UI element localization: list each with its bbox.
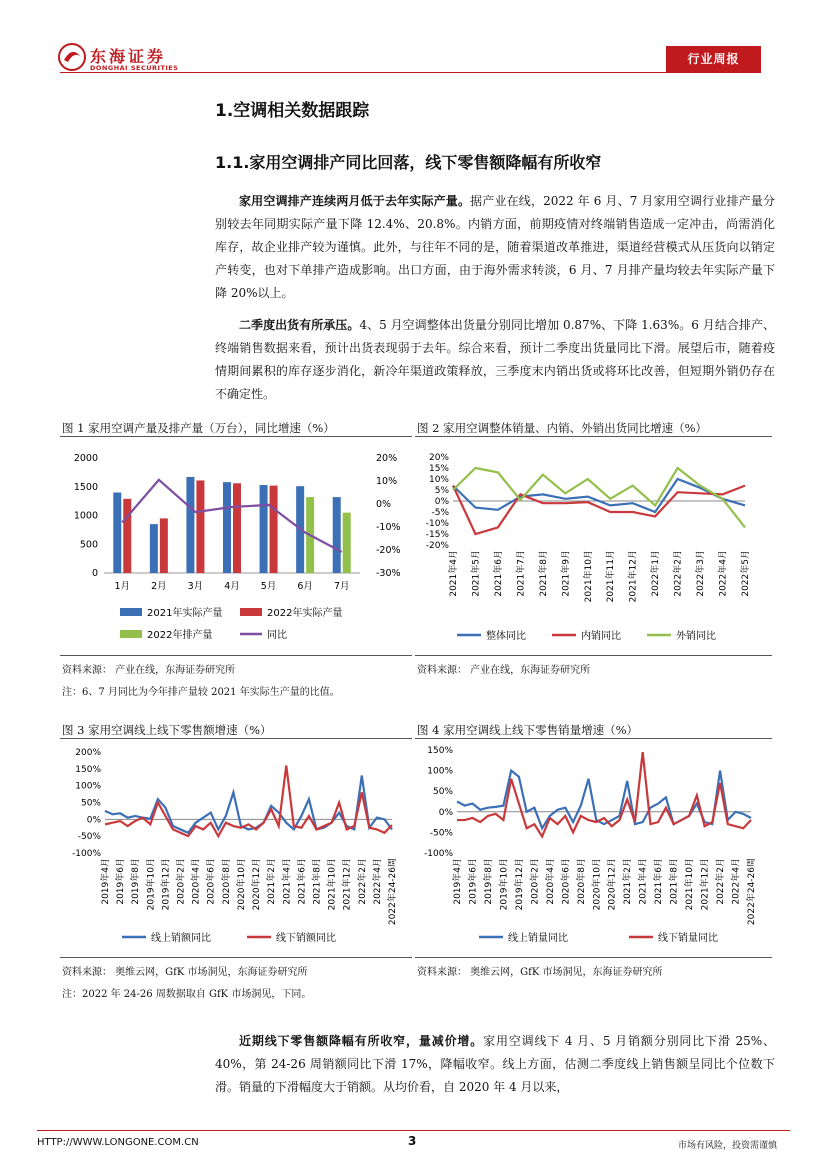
section-heading: 1.空调相关数据跟踪 bbox=[215, 101, 370, 121]
y-tick-label: 100% bbox=[427, 766, 453, 777]
paragraph-3-body: 家用空调线下 4 月、5 月销额分别同比下滑 25%、40%，第 24-26 周销额同比下滑 17%，降幅收窄。线上方面，估测二季度线上销售额呈同比个位数下滑。销量的下滑幅度大于销额。从均价看，自 2020 年 4 月以来， bbox=[215, 1034, 775, 1094]
bar-2021年实际产量 bbox=[333, 497, 341, 573]
x-tick-label: 2022年24-26周 bbox=[388, 858, 398, 926]
x-tick-label: 2021年8月 bbox=[538, 550, 549, 597]
x-tick-label: 2019年8月 bbox=[483, 858, 494, 905]
x-tick-label: 2021年12月 bbox=[342, 858, 353, 911]
bar-2022年实际产量 bbox=[233, 483, 241, 573]
paragraph-2-lead: 二季度出货有所承压。 bbox=[239, 318, 360, 332]
figure-4-source: 资料来源： 奥维云网，GfK 市场洞见，东海证券研究所 bbox=[417, 967, 663, 978]
x-tick-label: 2019年8月 bbox=[131, 858, 142, 905]
x-tick-label: 6月 bbox=[297, 581, 313, 592]
paragraph-2-body: 4、5 月空调整体出货量分别同比增加 0.87%、下降 1.63%。6 月结合排产、终端销售数据来看，预计出货表现弱于去年。综合来看，预计二季度出货量同比下滑。展望后市，随着疫情期间累积的库存逐步消化，新冷年渠道政策释放，三季度末内销出货或将环比改善，但短期外销仍存在不确定性。 bbox=[215, 318, 775, 401]
header-divider bbox=[60, 72, 761, 73]
legend-label: 2021年实际产量 bbox=[147, 608, 223, 619]
bar-2022年实际产量 bbox=[123, 499, 131, 573]
bar-2022年实际产量 bbox=[196, 480, 204, 573]
figure-4-chart bbox=[415, 740, 772, 956]
x-tick-label: 2019年10月 bbox=[146, 858, 157, 911]
x-tick-label: 2022年24-26周 bbox=[747, 858, 757, 926]
legend-swatch-2021年实际产量 bbox=[120, 608, 142, 616]
y-tick-label: -100% bbox=[424, 849, 453, 859]
bar-2022年排产量 bbox=[343, 513, 351, 573]
x-tick-label: 2021年10月 bbox=[327, 858, 338, 911]
x-tick-label: 2020年10月 bbox=[236, 858, 247, 911]
figure-1-note: 注：6、7 月同比为今年排产量较 2021 年实际生产量的比值。 bbox=[62, 687, 340, 698]
x-tick-label: 2022年2月 bbox=[357, 858, 368, 905]
x-tick-label: 2019年12月 bbox=[161, 858, 172, 911]
x-tick-label: 2021年9月 bbox=[561, 550, 572, 597]
x-tick-label: 7月 bbox=[333, 581, 350, 592]
y-tick-label: 1000 bbox=[73, 510, 98, 522]
legend-label: 线上销量同比 bbox=[508, 933, 568, 944]
x-tick-label: 2021年12月 bbox=[628, 550, 639, 603]
series-line-线下销额同比 bbox=[105, 765, 392, 836]
y2-tick-label: -10% bbox=[376, 522, 401, 533]
x-tick-label: 2022年4月 bbox=[372, 858, 383, 905]
y-tick-label: 0% bbox=[434, 497, 449, 507]
bar-2021年实际产量 bbox=[186, 477, 194, 573]
x-tick-label: 2020年8月 bbox=[221, 858, 232, 905]
figure-3-note: 注：2022 年 24-26 周数据取自 GfK 市场洞见，下同。 bbox=[62, 989, 312, 1000]
x-tick-label: 2021年12月 bbox=[700, 858, 711, 911]
y-tick-label: 100% bbox=[75, 781, 101, 792]
figure-4-bottom-rule bbox=[415, 957, 772, 958]
logo-text-en: DONGHAI SECURITIES bbox=[90, 64, 179, 72]
page-number: 3 bbox=[408, 1134, 417, 1148]
paragraph-3-lead: 近期线下零售额降幅有所收窄，量减价增。 bbox=[239, 1034, 484, 1048]
y-tick-label: 5% bbox=[434, 486, 449, 496]
x-tick-label: 2022年3月 bbox=[696, 550, 707, 597]
figure-4-title: 图 4 家用空调线上线下零售销量增速（%） bbox=[417, 723, 639, 737]
figure-3-title: 图 3 家用空调线上线下零售额增速（%） bbox=[62, 723, 272, 737]
bar-2022年实际产量 bbox=[270, 486, 278, 573]
y-tick-label: -100% bbox=[72, 849, 101, 859]
y-tick-label: 200% bbox=[75, 748, 101, 758]
x-tick-label: 2019年4月 bbox=[453, 858, 463, 905]
y-tick-label: 0 bbox=[91, 568, 98, 579]
bar-2021年实际产量 bbox=[113, 493, 121, 574]
figure-3-bottom-rule bbox=[60, 957, 412, 958]
x-tick-label: 2020年10月 bbox=[592, 858, 603, 911]
x-tick-label: 2019年6月 bbox=[468, 858, 479, 905]
x-tick-label: 2020年2月 bbox=[176, 858, 187, 905]
figure-1-top-rule bbox=[60, 436, 412, 437]
risk-disclaimer: 市场有风险，投资需谨慎 bbox=[678, 1141, 778, 1151]
figure-2-bottom-rule bbox=[415, 655, 772, 656]
x-tick-label: 2019年12月 bbox=[514, 858, 525, 911]
x-tick-label: 2021年8月 bbox=[669, 858, 680, 905]
x-tick-label: 1月 bbox=[114, 581, 131, 592]
x-tick-label: 2019年4月 bbox=[101, 858, 111, 905]
legend-swatch-2022年排产量 bbox=[120, 630, 142, 638]
x-tick-label: 2020年6月 bbox=[206, 858, 217, 905]
x-tick-label: 2022年2月 bbox=[716, 858, 727, 905]
legend-label: 2022年实际产量 bbox=[267, 608, 343, 619]
x-tick-label: 2019年10月 bbox=[499, 858, 510, 911]
legend-label: 线下销量同比 bbox=[658, 933, 718, 944]
x-tick-label: 2020年12月 bbox=[607, 858, 618, 911]
series-line-外销同比 bbox=[453, 468, 745, 527]
y-tick-label: 0% bbox=[86, 815, 101, 826]
legend-label: 2022年排产量 bbox=[147, 630, 213, 641]
company-logo-icon bbox=[57, 42, 87, 72]
figure-4-top-rule bbox=[415, 738, 772, 739]
figure-1-title: 图 1 家用空调产量及排产量（万台），同比增速（%） bbox=[62, 421, 335, 435]
y2-tick-label: 10% bbox=[376, 476, 398, 487]
x-tick-label: 2020年4月 bbox=[191, 858, 202, 905]
figure-1-chart bbox=[60, 440, 412, 652]
legend-label: 线上销额同比 bbox=[151, 933, 211, 944]
y2-tick-label: -30% bbox=[376, 568, 401, 579]
x-tick-label: 2020年6月 bbox=[561, 858, 572, 905]
y-tick-label: -10% bbox=[425, 519, 449, 529]
x-tick-label: 2021年6月 bbox=[297, 858, 308, 905]
y-tick-label: 0% bbox=[438, 807, 453, 818]
series-line-线上销量同比 bbox=[457, 771, 751, 829]
y-tick-label: -50% bbox=[429, 828, 453, 839]
paragraph-1-lead: 家用空调排产连续两月低于去年实际产量。 bbox=[239, 194, 471, 208]
bar-2021年实际产量 bbox=[223, 482, 231, 573]
x-tick-label: 2021年8月 bbox=[312, 858, 323, 905]
x-tick-label: 2021年2月 bbox=[267, 858, 278, 905]
y-tick-label: 20% bbox=[428, 453, 449, 463]
x-tick-label: 3月 bbox=[187, 581, 204, 592]
report-type-badge: 行业周报 bbox=[666, 46, 761, 72]
x-tick-label: 2020年4月 bbox=[545, 858, 556, 905]
x-tick-label: 2021年11月 bbox=[606, 550, 617, 603]
y-tick-label: 150% bbox=[427, 746, 453, 756]
y2-tick-label: 20% bbox=[376, 453, 398, 464]
legend-swatch-2022年实际产量 bbox=[240, 608, 262, 616]
y-tick-label: 50% bbox=[80, 798, 101, 809]
x-tick-label: 2020年8月 bbox=[576, 858, 587, 905]
y-tick-label: 500 bbox=[79, 539, 98, 551]
x-tick-label: 2021年2月 bbox=[623, 858, 634, 905]
figure-3-chart bbox=[60, 740, 412, 956]
figure-3-top-rule bbox=[60, 738, 412, 739]
legend-label: 内销同比 bbox=[581, 631, 621, 642]
footer-divider bbox=[37, 1130, 790, 1131]
subsection-heading: 1.1.家用空调排产同比回落，线下零售额降幅有所收窄 bbox=[215, 153, 602, 172]
x-tick-label: 2019年6月 bbox=[116, 858, 127, 905]
figure-2-source: 资料来源： 产业在线，东海证券研究所 bbox=[417, 665, 591, 676]
y-tick-label: 15% bbox=[428, 464, 449, 474]
bar-2022年实际产量 bbox=[160, 518, 168, 573]
x-tick-label: 4月 bbox=[224, 581, 240, 592]
y2-tick-label: 0% bbox=[376, 499, 392, 510]
figure-3-source: 资料来源： 奥维云网，GfK 市场洞见，东海证券研究所 bbox=[62, 967, 308, 978]
y-tick-label: -20% bbox=[425, 541, 449, 551]
y-tick-label: -50% bbox=[77, 832, 101, 843]
paragraph-1 bbox=[215, 190, 775, 305]
y-tick-label: 50% bbox=[432, 787, 453, 798]
x-tick-label: 2021年5月 bbox=[471, 550, 482, 597]
y-tick-label: -5% bbox=[431, 508, 449, 518]
x-tick-label: 2022年5月 bbox=[741, 550, 751, 597]
paragraph-1-body: 据产业在线，2022 年 6 月、7 月家用空调行业排产量分别较去年同期实际产量下降 12.4%、20.8%。内销方面，前期疫情对终端销售造成一定冲击，尚需消化库存，故企业排产较为谨慎。此外，与往年不同的是，随着渠道改革推进，渠道经营模式从压货向以销定产转变，也对下单排产造成影响。出口方面，由于海外需求转淡，6 月、7 月排产量均较去年实际产量下降 20%以上。 bbox=[215, 194, 775, 300]
y-tick-label: 10% bbox=[428, 475, 449, 485]
y-tick-label: -15% bbox=[425, 530, 449, 540]
bar-2021年实际产量 bbox=[150, 524, 158, 573]
x-tick-label: 2020年2月 bbox=[530, 858, 541, 905]
logo-text-cn: 东海证券 bbox=[90, 47, 167, 66]
figure-2-chart bbox=[415, 440, 772, 652]
y-tick-label: 2000 bbox=[73, 453, 98, 464]
x-tick-label: 2021年7月 bbox=[516, 550, 527, 597]
x-tick-label: 2021年6月 bbox=[493, 550, 504, 597]
legend-label: 同比 bbox=[267, 630, 287, 641]
x-tick-label: 2021年10月 bbox=[685, 858, 696, 911]
x-tick-label: 2021年10月 bbox=[583, 550, 594, 603]
x-tick-label: 2月 bbox=[151, 581, 167, 592]
x-tick-label: 2021年4月 bbox=[449, 550, 459, 597]
legend-label: 线下销额同比 bbox=[276, 933, 336, 944]
x-tick-label: 2022年1月 bbox=[651, 550, 662, 597]
footer-url-link[interactable]: HTTP://WWW.LONGONE.COM.CN bbox=[37, 1137, 199, 1148]
x-tick-label: 2022年2月 bbox=[673, 550, 684, 597]
figure-1-bottom-rule bbox=[60, 655, 412, 656]
x-tick-label: 2022年4月 bbox=[731, 858, 742, 905]
figure-2-title: 图 2 家用空调整体销量、内销、外销出货同比增速（%） bbox=[417, 421, 708, 435]
x-tick-label: 5月 bbox=[260, 581, 277, 592]
bar-2021年实际产量 bbox=[260, 485, 268, 573]
figure-2-top-rule bbox=[415, 436, 772, 437]
legend-label: 整体同比 bbox=[486, 631, 526, 642]
y-tick-label: 150% bbox=[75, 764, 101, 775]
x-tick-label: 2021年4月 bbox=[282, 858, 293, 905]
paragraph-3 bbox=[215, 1030, 775, 1099]
x-tick-label: 2022年4月 bbox=[718, 550, 729, 597]
legend-label: 外销同比 bbox=[676, 631, 716, 642]
paragraph-2 bbox=[215, 314, 775, 406]
y2-tick-label: -20% bbox=[376, 545, 401, 556]
x-tick-label: 2020年12月 bbox=[252, 858, 263, 911]
y-tick-label: 1500 bbox=[73, 481, 98, 493]
x-tick-label: 2021年4月 bbox=[638, 858, 649, 905]
x-tick-label: 2021年6月 bbox=[654, 858, 665, 905]
figure-1-source: 资料来源： 产业在线，东海证券研究所 bbox=[62, 665, 236, 676]
